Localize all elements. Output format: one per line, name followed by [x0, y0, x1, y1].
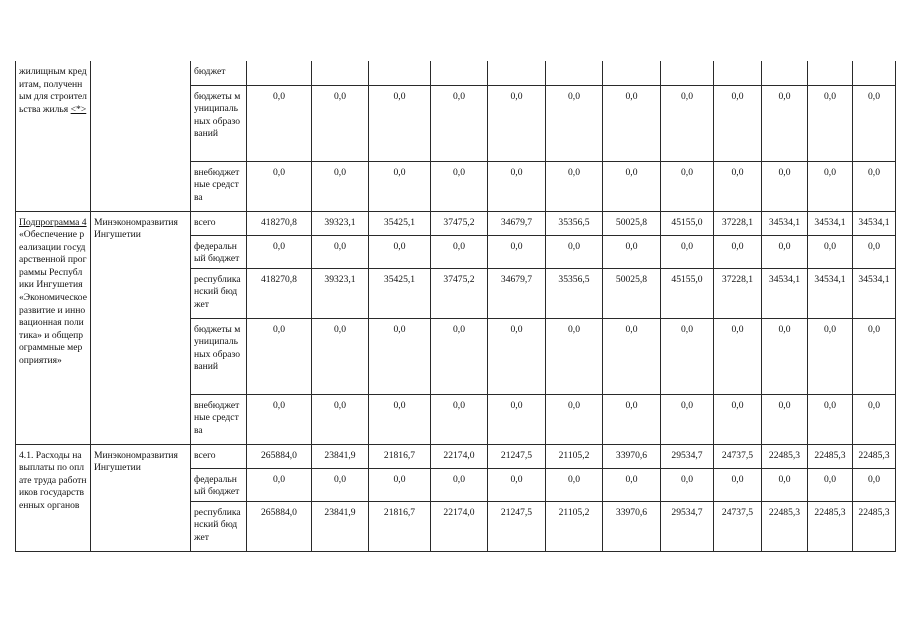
value-cell: 37228,1 [714, 211, 762, 235]
value-cell: 0,0 [661, 394, 714, 444]
funding-source-cell: внебюджетные средства [191, 394, 247, 444]
value-cell: 0,0 [247, 235, 312, 268]
value-cell: 0,0 [762, 318, 808, 394]
value-cell: 0,0 [853, 468, 896, 501]
value-cell: 22485,3 [762, 444, 808, 468]
value-cell: 0,0 [603, 468, 661, 501]
funding-source-cell: федеральный бюджет [191, 235, 247, 268]
value-cell: 34679,7 [488, 211, 546, 235]
value-cell: 0,0 [488, 468, 546, 501]
value-cell: 22174,0 [431, 444, 488, 468]
value-cell: 24737,5 [714, 444, 762, 468]
value-cell [661, 61, 714, 85]
value-cell [369, 61, 431, 85]
value-cell: 34534,1 [853, 268, 896, 318]
value-cell: 33970,6 [603, 444, 661, 468]
value-cell: 22485,3 [853, 501, 896, 551]
table-row [16, 444, 896, 468]
value-cell: 0,0 [312, 318, 369, 394]
value-cell: 0,0 [546, 235, 603, 268]
value-cell: 23841,9 [312, 444, 369, 468]
value-cell: 0,0 [808, 235, 853, 268]
funding-source-cell: внебюджетные средства [191, 161, 247, 211]
value-cell: 0,0 [431, 318, 488, 394]
value-cell: 0,0 [312, 235, 369, 268]
value-cell: 0,0 [714, 161, 762, 211]
table-row [16, 61, 896, 85]
value-cell: 0,0 [808, 85, 853, 161]
value-cell: 37228,1 [714, 268, 762, 318]
value-cell: 22485,3 [762, 501, 808, 551]
value-cell: 418270,8 [247, 211, 312, 235]
value-cell: 50025,8 [603, 268, 661, 318]
value-cell: 22485,3 [808, 444, 853, 468]
value-cell [546, 61, 603, 85]
funding-source-cell: всего [191, 444, 247, 468]
value-cell: 0,0 [603, 235, 661, 268]
value-cell: 0,0 [853, 85, 896, 161]
value-cell: 0,0 [661, 161, 714, 211]
value-cell: 0,0 [603, 318, 661, 394]
table-row [16, 211, 896, 235]
value-cell: 0,0 [808, 468, 853, 501]
program-name-text: «Обеспечение реализации государственной программы Республики Ингушетия «Экономическое развитие и инновационная политика» и общепрограммные мероприятия» [19, 229, 87, 367]
value-cell: 0,0 [431, 235, 488, 268]
value-cell: 39323,1 [312, 211, 369, 235]
funding-source-cell: бюджеты муниципальных образований [191, 318, 247, 394]
value-cell [714, 61, 762, 85]
value-cell: 29534,7 [661, 444, 714, 468]
program-name-text: жилищным кредитам, полученным для строительства жилья [19, 66, 87, 115]
value-cell: 0,0 [853, 318, 896, 394]
value-cell: 0,0 [661, 235, 714, 268]
executor-cell: Минэкономразвития Ингушетии [91, 211, 191, 444]
budget-table-body [16, 61, 896, 551]
value-cell: 0,0 [247, 85, 312, 161]
budget-table [15, 61, 896, 552]
value-cell: 35425,1 [369, 268, 431, 318]
value-cell: 0,0 [369, 468, 431, 501]
value-cell: 0,0 [714, 468, 762, 501]
value-cell: 21816,7 [369, 501, 431, 551]
value-cell: 21105,2 [546, 444, 603, 468]
value-cell: 21816,7 [369, 444, 431, 468]
value-cell: 0,0 [312, 161, 369, 211]
value-cell: 0,0 [488, 85, 546, 161]
value-cell: 0,0 [762, 394, 808, 444]
value-cell: 0,0 [714, 85, 762, 161]
value-cell: 39323,1 [312, 268, 369, 318]
value-cell: 35356,5 [546, 211, 603, 235]
value-cell: 24737,5 [714, 501, 762, 551]
value-cell: 0,0 [546, 468, 603, 501]
value-cell: 0,0 [714, 318, 762, 394]
value-cell: 265884,0 [247, 501, 312, 551]
value-cell: 0,0 [369, 394, 431, 444]
value-cell: 29534,7 [661, 501, 714, 551]
funding-source-cell: федеральный бюджет [191, 468, 247, 501]
value-cell [431, 61, 488, 85]
value-cell: 0,0 [661, 468, 714, 501]
value-cell: 0,0 [603, 85, 661, 161]
value-cell: 0,0 [369, 85, 431, 161]
value-cell: 0,0 [808, 318, 853, 394]
value-cell: 0,0 [431, 468, 488, 501]
funding-source-cell: всего [191, 211, 247, 235]
value-cell: 0,0 [762, 235, 808, 268]
value-cell: 0,0 [661, 85, 714, 161]
value-cell: 50025,8 [603, 211, 661, 235]
value-cell: 22485,3 [808, 501, 853, 551]
value-cell: 22174,0 [431, 501, 488, 551]
value-cell: 34679,7 [488, 268, 546, 318]
value-cell: 33970,6 [603, 501, 661, 551]
funding-source-cell: бюджеты муниципальных образований [191, 85, 247, 161]
value-cell: 35425,1 [369, 211, 431, 235]
value-cell: 0,0 [762, 468, 808, 501]
value-cell: 0,0 [603, 394, 661, 444]
value-cell [247, 61, 312, 85]
value-cell: 0,0 [247, 394, 312, 444]
value-cell: 0,0 [546, 85, 603, 161]
value-cell [853, 61, 896, 85]
value-cell: 0,0 [488, 318, 546, 394]
program-name-text: 4.1. Расходы на выплаты по оплате труда работников государственных органов [19, 449, 87, 512]
value-cell: 0,0 [488, 235, 546, 268]
value-cell: 37475,2 [431, 211, 488, 235]
value-cell: 0,0 [431, 394, 488, 444]
value-cell: 37475,2 [431, 268, 488, 318]
executor-cell [91, 61, 191, 211]
funding-source-cell: республиканский бюджет [191, 268, 247, 318]
value-cell: 0,0 [808, 161, 853, 211]
value-cell: 34534,1 [762, 211, 808, 235]
value-cell: 23841,9 [312, 501, 369, 551]
value-cell: 0,0 [762, 85, 808, 161]
value-cell: 45155,0 [661, 268, 714, 318]
program-link[interactable]: Подпрограмма 4 [19, 216, 87, 228]
value-cell: 0,0 [488, 161, 546, 211]
value-cell: 0,0 [312, 85, 369, 161]
value-cell: 34534,1 [808, 211, 853, 235]
value-cell [312, 61, 369, 85]
value-cell: 0,0 [312, 394, 369, 444]
value-cell: 21247,5 [488, 501, 546, 551]
value-cell: 0,0 [369, 318, 431, 394]
value-cell: 35356,5 [546, 268, 603, 318]
value-cell: 0,0 [603, 161, 661, 211]
value-cell: 0,0 [808, 394, 853, 444]
value-cell: 0,0 [714, 394, 762, 444]
value-cell [762, 61, 808, 85]
value-cell: 0,0 [431, 161, 488, 211]
value-cell: 265884,0 [247, 444, 312, 468]
value-cell: 45155,0 [661, 211, 714, 235]
value-cell: 0,0 [546, 394, 603, 444]
program-name-cell [16, 444, 91, 551]
value-cell: 0,0 [431, 85, 488, 161]
value-cell [488, 61, 546, 85]
value-cell: 0,0 [546, 318, 603, 394]
value-cell: 0,0 [762, 161, 808, 211]
value-cell [603, 61, 661, 85]
value-cell: 0,0 [247, 161, 312, 211]
program-name-cell [16, 211, 91, 444]
value-cell: 0,0 [714, 235, 762, 268]
funding-source-cell: республиканский бюджет [191, 501, 247, 551]
value-cell: 34534,1 [762, 268, 808, 318]
value-cell: 0,0 [661, 318, 714, 394]
program-link[interactable]: <*> [70, 103, 87, 115]
value-cell: 34534,1 [808, 268, 853, 318]
value-cell: 0,0 [546, 161, 603, 211]
program-name-cell [16, 61, 91, 211]
value-cell: 0,0 [853, 161, 896, 211]
value-cell: 34534,1 [853, 211, 896, 235]
value-cell: 418270,8 [247, 268, 312, 318]
value-cell: 0,0 [369, 161, 431, 211]
funding-source-cell: бюджет [191, 61, 247, 85]
value-cell: 0,0 [853, 235, 896, 268]
value-cell: 0,0 [312, 468, 369, 501]
value-cell: 21105,2 [546, 501, 603, 551]
value-cell: 0,0 [853, 394, 896, 444]
value-cell: 0,0 [369, 235, 431, 268]
value-cell: 0,0 [247, 318, 312, 394]
value-cell: 21247,5 [488, 444, 546, 468]
executor-cell: Минэкономразвития Ингушетии [91, 444, 191, 551]
value-cell: 0,0 [247, 468, 312, 501]
value-cell: 22485,3 [853, 444, 896, 468]
value-cell: 0,0 [488, 394, 546, 444]
value-cell [808, 61, 853, 85]
